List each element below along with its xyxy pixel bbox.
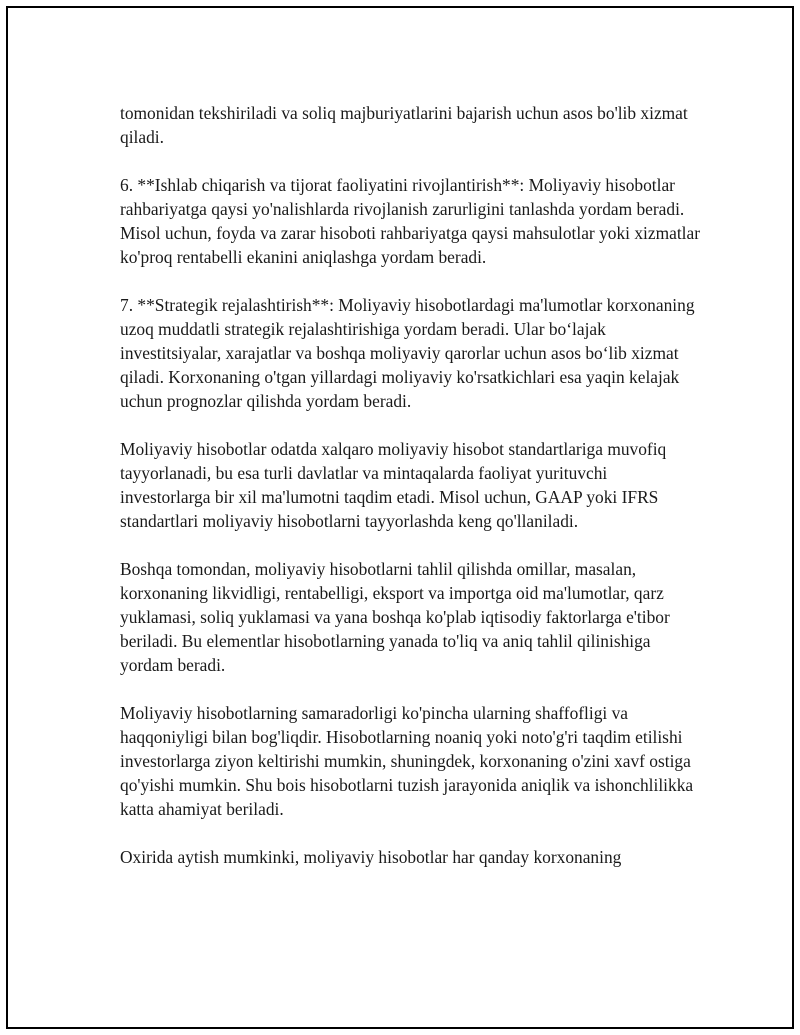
- paragraph-item-6: 6. **Ishlab chiqarish va tijorat faoliyatini rivojlantirish**: Moliyaviy hisobotlar rahbariyatga qaysi yo'nalishlarda rivojlanish zarurligini tanlashda yordam beradi. Misol uchun, foyda va zarar hisoboti rahbariyatga qaysi mahsulotlar yoki xizmatlar ko'proq rentabelli ekanini aniqlashga yordam beradi.: [120, 175, 701, 267]
- document-body: [120, 101, 700, 869]
- paragraph-analysis-factors: Boshqa tomondan, moliyaviy hisobotlarni tahlil qilishda omillar, masalan, korxonaning likvidligi, rentabelligi, eksport va importga oid ma'lumotlar, qarz yuklamasi, soliq yuklamasi va yana boshqa ko'plab iqtisodiy faktorlarga e'tibor beriladi. Bu elementlar hisobotlarning yanada to'liq va aniq tahlil qilinishiga yordam beradi.: [120, 559, 670, 675]
- paragraph-transparency: Moliyaviy hisobotlarning samaradorligi ko'pincha ularning shaffofligi va haqqoniyligi bilan bog'liqdir. Hisobotlarning noaniq yoki noto'g'ri taqdim etilishi investorlarga ziyon keltirishi mumkin, shuningdek, korxonaning o'zini xavf ostiga qo'yishi mumkin. Shu bois hisobotlarni tuzish jarayonida aniqlik va ishonchlilikka katta ahamiyat beriladi.: [120, 703, 694, 819]
- page-frame: [6, 6, 794, 1029]
- paragraph-standards: Moliyaviy hisobotlar odatda xalqaro moliyaviy hisobot standartlariga muvofiq tayyorlanadi, bu esa turli davlatlar va mintaqalarda faoliyat yurituvchi investorlarga bir xil ma'lumotni taqdim etadi. Misol uchun, GAAP yoki IFRS standartlari moliyaviy hisobotlarni tayyorlashda keng qo'llaniladi.: [120, 439, 667, 531]
- paragraph-conclusion: Oxirida aytish mumkinki, moliyaviy hisobotlar har qanday korxonaning: [120, 847, 622, 867]
- paragraph-item-7: 7. **Strategik rejalashtirish**: Moliyaviy hisobotlardagi ma'lumotlar korxonaning uzoq muddatli strategik rejalashtirishiga yordam beradi. Ular bo‘lajak investitsiyalar, xarajatlar va boshqa moliyaviy qarorlar uchun asos bo‘lib xizmat qiladi. Korxonaning o'tgan yillardagi moliyaviy ko'rsatkichlari esa yaqin kelajak uchun prognozlar qilishda yordam beradi.: [120, 295, 695, 411]
- paragraph-continuation: tomonidan tekshiriladi va soliq majburiyatlarini bajarish uchun asos bo'lib xizmat qiladi.: [120, 103, 688, 147]
